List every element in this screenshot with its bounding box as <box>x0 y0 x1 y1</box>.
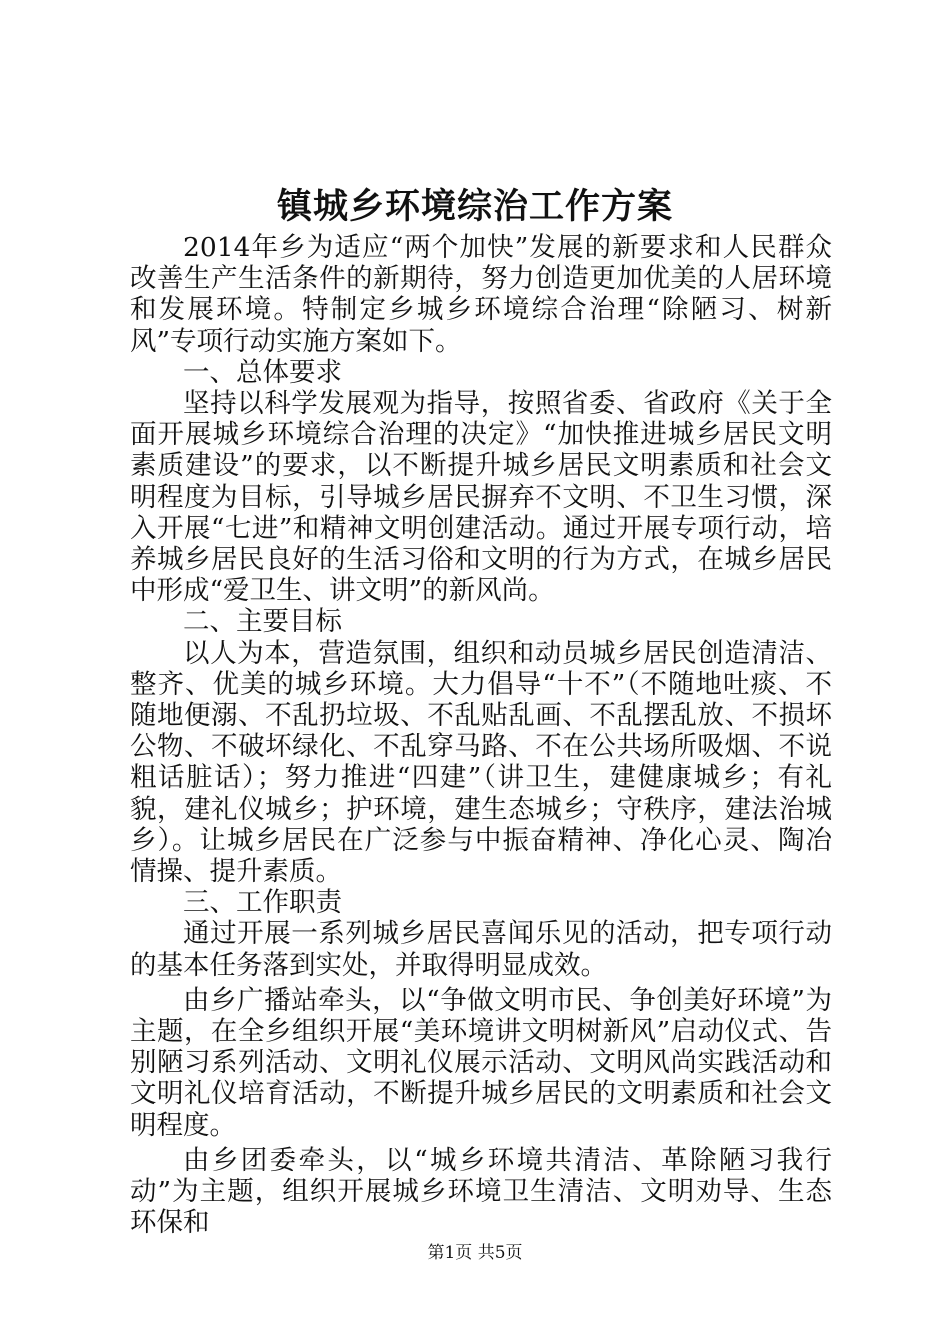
section-paragraph: 由乡广播站牵头，以“争做文明市民、争创美好环境”为主题，在全乡组织开展“美环境讲文明树新风”启动仪式、告别陋习系列活动、文明礼仪展示活动、文明风尚实践活动和文明礼仪培育活动，不断提升城乡居民的文明素质和社会文明程度。 <box>130 984 832 1141</box>
section-heading-general-requirements: 一、总体要求 <box>183 356 342 388</box>
section-paragraph: 由乡团委牵头，以“城乡环境共清洁、革除陋习我行动”为主题，组织开展城乡环境卫生清洁、文明劝导、生态环保和 <box>130 1144 832 1239</box>
section-heading-main-goals: 二、主要目标 <box>183 606 342 638</box>
section-paragraph: 以人为本，营造氛围，组织和动员城乡居民创造清洁、整齐、优美的城乡环境。大力倡导“十不”（不随地吐痰、不随地便溺、不乱扔垃圾、不乱贴乱画、不乱摆乱放、不损坏公物、不破坏绿化、不乱穿马路、不在公共场所吸烟、不说粗话脏话）；努力推进“四建”（讲卫生，建健康城乡；有礼貌，建礼仪城乡；护环境，建生态城乡；守秩序，建法治城乡）。让城乡居民在广泛参与中振奋精神、净化心灵、陶冶情操、提升素质。 <box>130 637 832 888</box>
document-title: 镇城乡环境综治工作方案 <box>276 186 673 227</box>
document-body <box>130 232 832 1239</box>
section-heading-work-duties: 三、工作职责 <box>183 887 342 919</box>
section-paragraph: 坚持以科学发展观为指导，按照省委、省政府《关于全面开展城乡环境综合治理的决定》“加快推进城乡居民文明素质建设”的要求，以不断提升城乡居民文明素质和社会文明程度为目标，引导城乡居民摒弃不文明、不卫生习惯，深入开展“七进”和精神文明创建活动。通过开展专项行动，培养城乡居民良好的生活习俗和文明的行为方式，在城乡居民中形成“爱卫生、讲文明”的新风尚。 <box>130 388 832 607</box>
section-paragraph: 通过开展一系列城乡居民喜闻乐见的活动，把专项行动的基本任务落到实处，并取得明显成效。 <box>130 918 832 981</box>
intro-paragraph: 2014年乡为适应“两个加快”发展的新要求和人民群众改善生产生活条件的新期待，努力创造更加优美的人居环境和发展环境。特制定乡城乡环境综合治理“除陋习、树新风”专项行动实施方案如下。 <box>130 232 832 357</box>
page-number-footer: 第1页 共5页 <box>427 1243 523 1263</box>
